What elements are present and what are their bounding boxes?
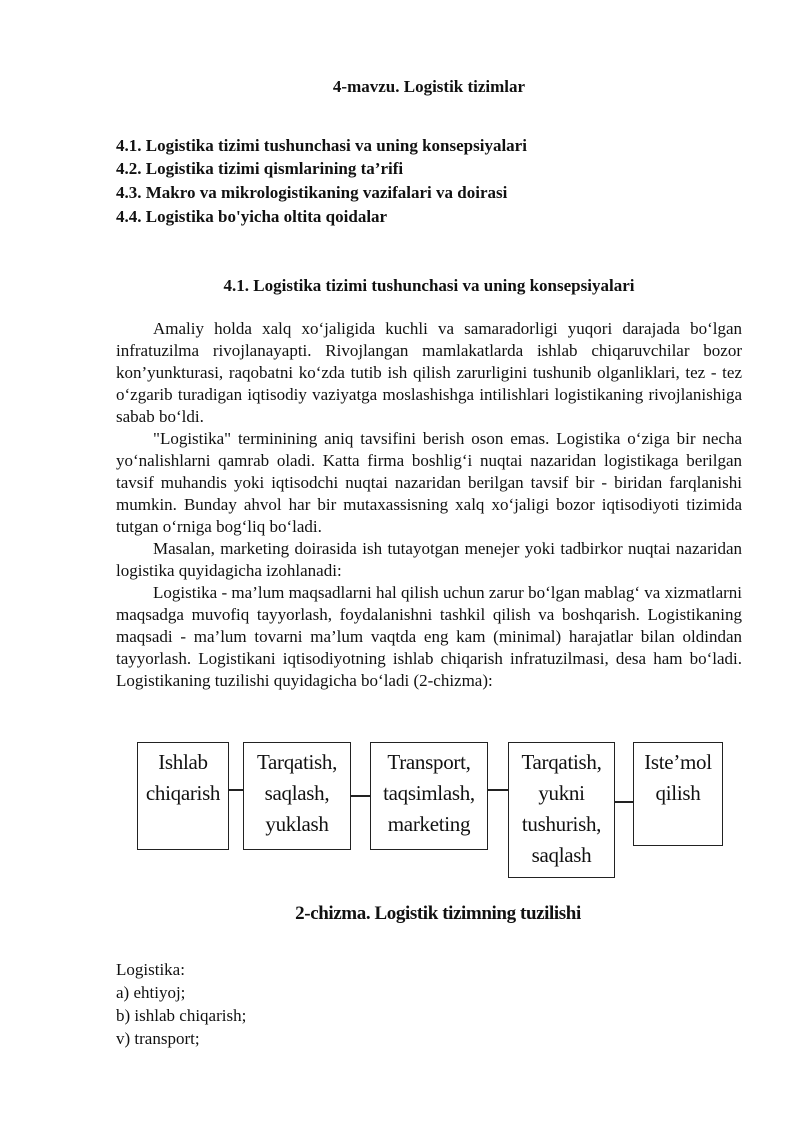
box-line: Transport, xyxy=(387,750,471,774)
list-item: a) ehtiyoj; xyxy=(116,983,186,1002)
diagram-box-production xyxy=(137,742,229,850)
box-line: taqsimlash, xyxy=(383,781,475,805)
box-line: Tarqatish, xyxy=(256,750,338,774)
paragraph: Logistika - ma’lum maqsadlarni hal qilish uchun zarur bo‘lgan mablag‘ va xizmatlarni maqsadga muvofiq tayyorlash, foydalanishni tashkil qilish va boshqarish. Logistikaning maqsadi - ma’lum tovarni ma’lum vaqtda eng kam (minimal) harajatlar bilan oldindan tayyorlash. Logistikani iqtisodiyotning ishlab chiqarish infratuzilmasi, desa ham bo‘ladi. Logistikaning tuzilishi quyidagicha bo‘ladi (2-chizma): xyxy=(116,583,742,690)
box-line: Iste’mol xyxy=(644,750,712,774)
diagram-box-consumption xyxy=(633,742,723,846)
list-heading: Logistika: xyxy=(116,960,185,979)
box-line: qilish xyxy=(655,781,701,805)
document-title: 4-mavzu. Logistik tizimlar xyxy=(332,77,526,96)
paragraph: Amaliy holda xalq xo‘jaligida kuchli va samaradorligi yuqori darajada bo‘lgan infratuzilma rivojlanayapti. Rivojlangan mamlakatlarda ishlab chiqaruvchilar bozor kon’yunkturasi, raqobatni ko‘zda tutib ish qilish zarurligini tushunib olganliklari, tez - tez o‘zgarib turadigan iqtisodiy vaziyatga moslashishga intilishlari logistikaning rivojlanishiga sabab bo‘ldi. xyxy=(116,319,742,426)
diagram-connector xyxy=(229,789,243,791)
list-item: v) transport; xyxy=(116,1029,200,1048)
toc-item-2: 4.2. Logistika tizimi qismlarining ta’rifi xyxy=(116,159,404,178)
box-line: saqlash, xyxy=(264,781,330,805)
section-title: 4.1. Logistika tizimi tushunchasi va uning konsepsiyalari xyxy=(223,276,635,295)
box-line: saqlash xyxy=(531,843,592,867)
list-item: b) ishlab chiqarish; xyxy=(116,1006,247,1025)
box-line: yukni xyxy=(538,781,585,805)
box-line: Tarqatish, xyxy=(521,750,602,774)
diagram-caption: 2-chizma. Logistik tizimning tuzilishi xyxy=(295,903,581,924)
paragraph: "Logistika" terminining aniq tavsifini berish oson emas. Logistika o‘ziga bir necha yo‘nalishlarni qamrab oladi. Katta firma boshlig‘i nuqtai nazaridan logistikaga berilgan tavsif muhandis yoki iqtisodchi nuqtai nazaridan berilgan tavsif bir - biridan farqlanishi mumkin. Bunday ahvol har bir mutaxassisning xalq xo‘jaligi bozor iqtisodiyoti tizimida tutgan o‘rniga bog‘liq bo‘ladi. xyxy=(116,429,742,536)
toc-item-3: 4.3. Makro va mikrologistikaning vazifalari va doirasi xyxy=(116,183,508,202)
diagram-connector xyxy=(615,801,633,803)
diagram-box-unloading xyxy=(508,742,615,878)
box-line: marketing xyxy=(387,812,471,836)
box-line: yuklash xyxy=(265,812,329,836)
diagram-connector xyxy=(351,795,370,797)
paragraph: Masalan, marketing doirasida ish tutayotgan menejer yoki tadbirkor nuqtai nazaridan logistika quyidagicha izohlanadi: xyxy=(116,539,742,580)
logistics-list xyxy=(116,958,246,1050)
body-text xyxy=(116,318,742,692)
box-line: Ishlab xyxy=(158,750,208,774)
box-line: chiqarish xyxy=(145,781,221,805)
toc-item-1: 4.1. Logistika tizimi tushunchasi va uning konsepsiyalari xyxy=(116,136,527,155)
box-line: tushurish, xyxy=(521,812,602,836)
diagram-box-transport xyxy=(370,742,488,850)
diagram-connector xyxy=(488,789,508,791)
diagram-box-distribution xyxy=(243,742,351,850)
toc-item-4: 4.4. Logistika bo'yicha oltita qoidalar xyxy=(116,207,388,226)
